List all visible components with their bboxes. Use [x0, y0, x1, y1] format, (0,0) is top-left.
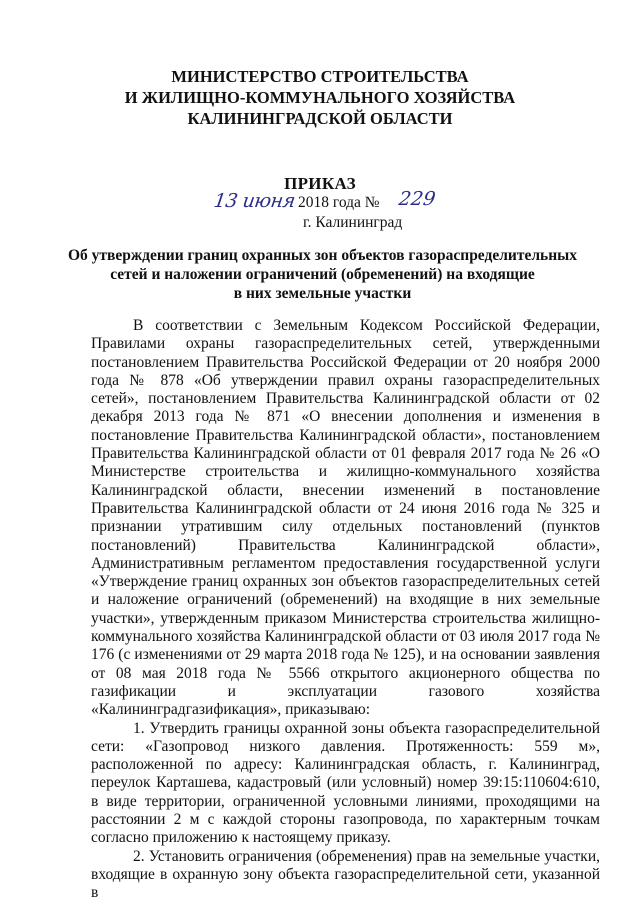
item-2-paragraph: 2. Установить ограничения (обременения) прав на земельные участки, входящие в охранную зону объекта газораспределительной сети, указанной в [91, 847, 600, 902]
handwritten-order-number: 229 [397, 188, 437, 210]
order-body [91, 317, 600, 903]
ministry-line-1: МИНИСТЕРСТВО СТРОИТЕЛЬСТВА [171, 67, 469, 86]
handwritten-date: 13 июня [212, 190, 297, 212]
ministry-line-3: КАЛИНИНГРАДСКОЙ ОБЛАСТИ [187, 109, 453, 128]
order-subject [60, 246, 585, 303]
preamble-paragraph: В соответствии с Земельным Кодексом Российской Федерации, Правилами охраны газораспределительных сетей, утвержденными постановлением Правительства Российской Федерации от 20 ноября 2000 года № 878 «Об утверждении правил охраны газораспределительных сетей», постановлением Правительства Калининградской области от 02 декабря 2013 года № 871 «О внесении дополнения и изменения в постановление Правительства Калининградской области», постановлением Правительства Калининградской области от 01 февраля 2017 года № 26 «О Министерстве строительства и жилищно-коммунального хозяйства Калининградской области, внесении изменений в постановление Правительства Калининградской области от 24 июня 2016 года № 325 и признании утратившим силу отдельных постановлений (пунктов постановлений) Правительства Калининградской области», Административным регламентом предоставления государственной услуги «Утверждение границ охранных зон объектов газораспределительных сетей и наложение ограничений (обременений) на входящие в них земельные участки», утвержденным приказом Министерства строительства жилищно-коммунального хозяйства Калининградской области от 03 июля 2017 года № 176 (с изменениями от 29 марта 2018 года № 125), и на основании заявления от 08 мая 2018 года № 5566 открытого акционерного общества по газификации и эксплуатации газового хозяйства «Калининградгазификация», приказываю: [91, 317, 600, 719]
order-title: ПРИКАЗ [284, 174, 356, 193]
item-1-paragraph: 1. Утвердить границы охранной зоны объекта газораспределительной сети: «Газопровод низкого давления. Протяженность: 559 м», расположенной по адресу: Калининградская область, г. Калининград, переулок Карташева, кадастровый (или условный) номер 39:15:110604:610, в виде территории, ограниченной условными линиями, проходящими на расстоянии 2 м с каждой стороны газопровода, по характерным точкам согласно приложению к настоящему приказу. [91, 719, 600, 847]
subject-line-3: в них земельные участки [233, 285, 412, 302]
subject-line-1: Об утверждении границ охранных зон объектов газораспределительных [67, 247, 578, 264]
ministry-line-2: И ЖИЛИЩНО-КОММУНАЛЬНОГО ХОЗЯЙСТВА [124, 88, 516, 107]
ministry-header [0, 66, 640, 129]
printed-date: 2018 года № [298, 194, 380, 211]
order-city: г. Калининград [303, 214, 403, 231]
subject-line-2: сетей и наложении ограничений (обременений) на входящие [110, 266, 535, 283]
